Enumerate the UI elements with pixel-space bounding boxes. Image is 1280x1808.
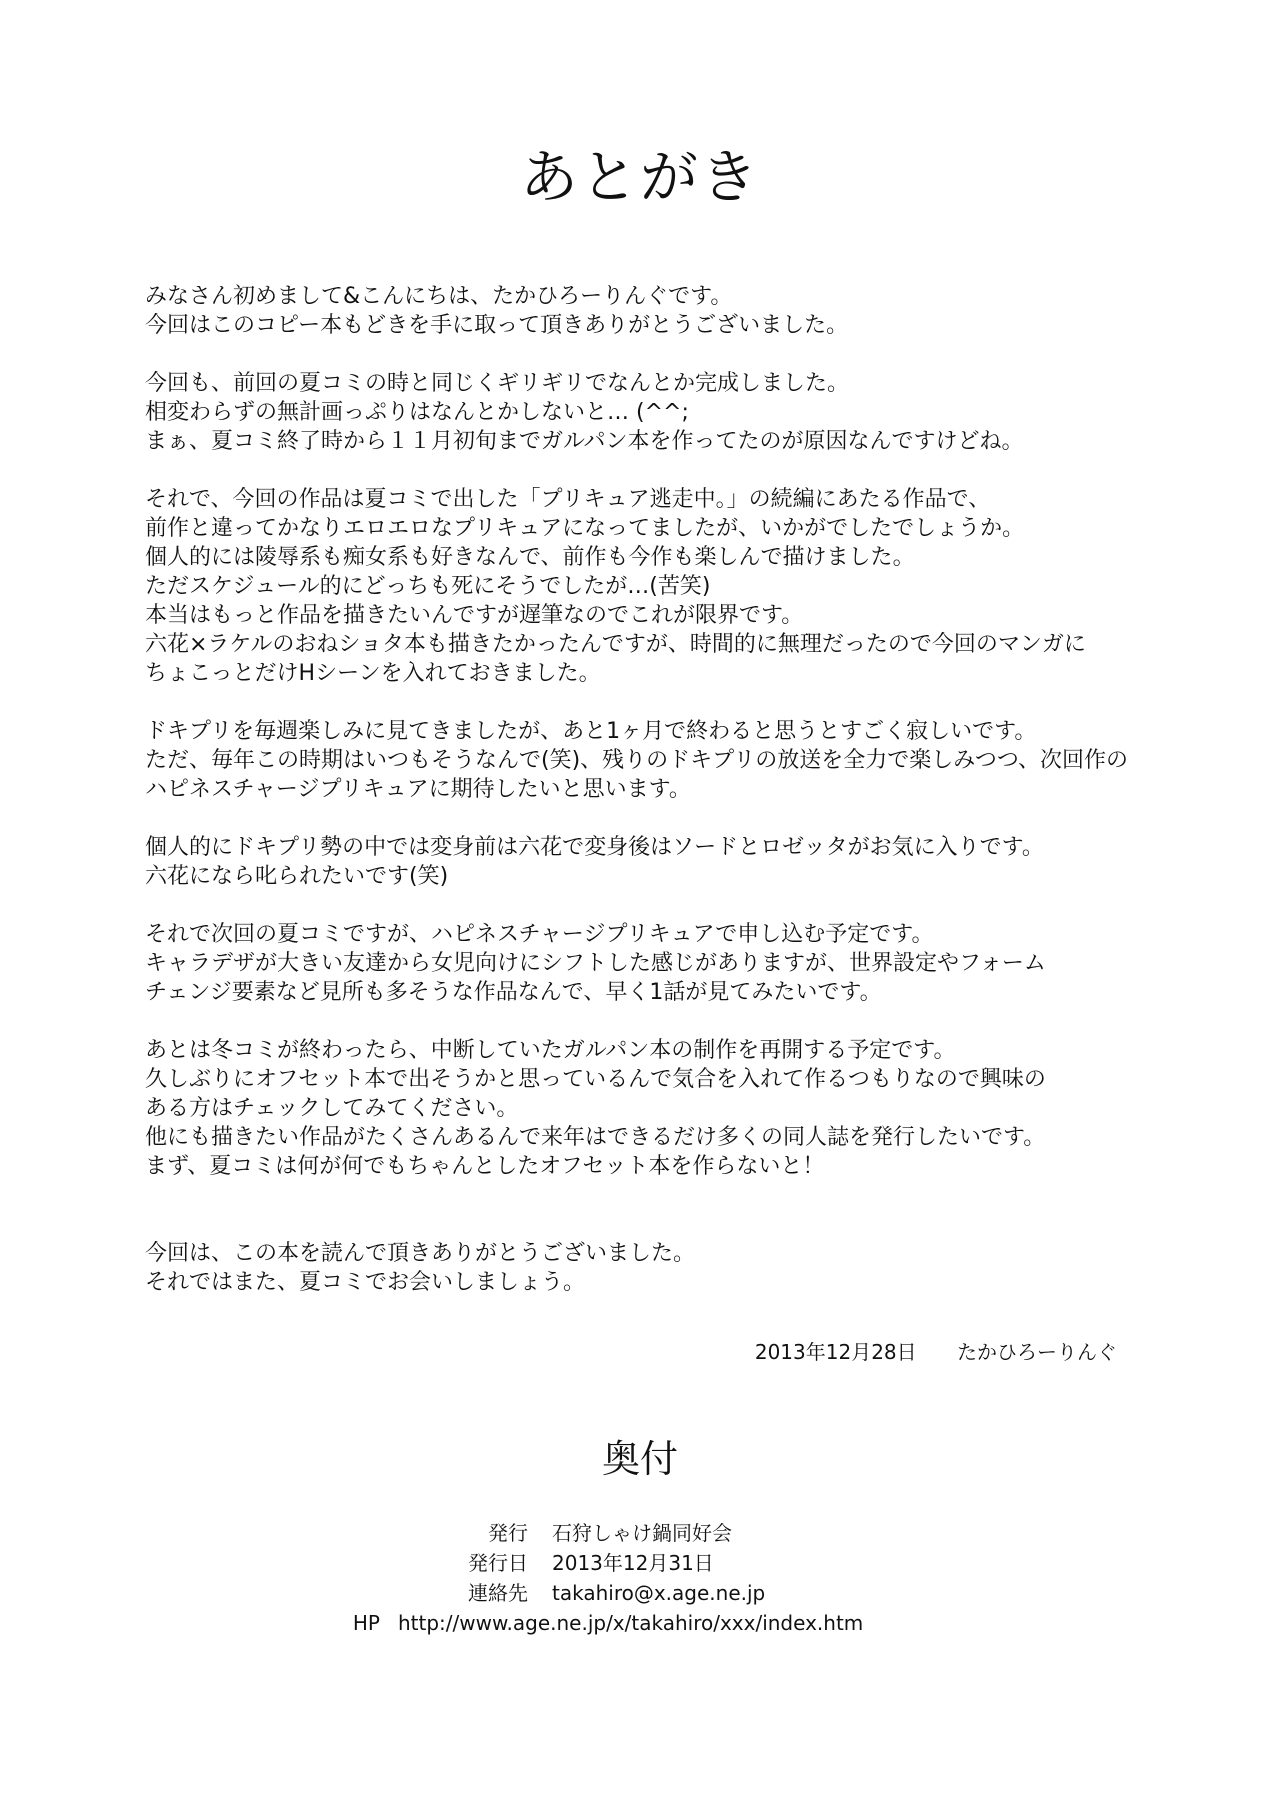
spacer [145, 1210, 1165, 1239]
text-line: みなさん初めまして&こんにちは、たかひろーりんぐです。 [145, 284, 733, 309]
text-line: 個人的には陵辱系も痴女系も好きなんで、前作も今作も楽しんで描けました。 [145, 545, 915, 570]
hp-value: http://www.age.ne.jp/x/takahiro/xxx/index.htm [398, 1611, 864, 1635]
text-line: それで、今回の作品は夏コミで出した「プリキュア逃走中。」の続編にあたる作品で、 [145, 487, 991, 512]
publisher-label: 発行 [488, 1521, 528, 1545]
paragraph-dokipuri [145, 717, 1165, 804]
colophon-publisher [0, 1518, 1280, 1548]
text-line: ただスケジュール的にどっちも死にそうでしたが…(苦笑) [145, 574, 711, 599]
text-line: ハピネスチャージプリキュアに期待したいと思います。 [145, 777, 691, 802]
text-line: 本当はもっと作品を描きたいんですが遅筆なのでこれが限界です。 [145, 603, 804, 628]
text-line: 六花になら叱られたいです(笑) [145, 864, 449, 889]
text-line: 久しぶりにオフセット本で出そうかと思っているんで気合を入れて作るつもりなので興味の [145, 1067, 1046, 1092]
colophon-contact [0, 1578, 1280, 1608]
text-line: チェンジ要素など見所も多そうな作品なんで、早く1話が見てみたいです。 [145, 980, 882, 1005]
date-value: 2013年12月31日 [552, 1551, 714, 1575]
date-label: 発行日 [468, 1551, 528, 1575]
paragraph-this-work [145, 485, 1165, 688]
paragraph-next-comiket [145, 920, 1165, 1007]
paragraph-favorites [145, 833, 1165, 891]
text-line: 今回は、この本を読んで頂きありがとうございました。 [145, 1241, 696, 1266]
colophon-title: 奥付 [601, 1437, 678, 1481]
text-line: ちょこっとだけHシーンを入れておきました。 [145, 661, 601, 686]
text-line: 今回はこのコピー本もどきを手に取って頂きありがとうございました。 [145, 313, 849, 338]
paragraph-completion [145, 369, 1165, 456]
text-line: 今回も、前回の夏コミの時と同じくギリギリでなんとか完成しました。 [145, 371, 850, 396]
publisher-value: 石狩しゃけ鍋同好会 [552, 1521, 732, 1545]
colophon [0, 1518, 1280, 1638]
text-line: それで次回の夏コミですが、ハピネスチャージプリキュアで申し込む予定です。 [145, 922, 934, 947]
page-title: あとがき [519, 143, 760, 211]
text-line: それではまた、夏コミでお会いしましょう。 [145, 1270, 586, 1295]
signature [0, 1338, 1117, 1367]
paragraph-greeting [145, 282, 1165, 340]
contact-label: 連絡先 [468, 1581, 528, 1605]
signature-name: たかひろーりんぐ [957, 1340, 1117, 1364]
text-line: あとは冬コミが終わったら、中断していたガルパン本の制作を再開する予定です。 [145, 1038, 956, 1063]
text-line: 個人的にドキプリ勢の中では変身前は六花で変身後はソードとロゼッタがお気に入りです。 [145, 835, 1044, 860]
text-line: ドキプリを毎週楽しみに見てきましたが、あと1ヶ月で終わると思うとすごく寂しいです。 [145, 719, 1037, 744]
paragraph-closing [145, 1239, 1165, 1297]
text-line: まぁ、夏コミ終了時から１１月初旬までガルパン本を作ってたのが原因なんですけどね。 [145, 429, 1024, 454]
text-line: 前作と違ってかなりエロエロなプリキュアになってましたが、いかがでしたでしょうか。 [145, 516, 1025, 541]
text-line: まず、夏コミは何が何でもちゃんとしたオフセット本を作らないと！ [145, 1154, 825, 1179]
text-line: ただ、毎年この時期はいつもそうなんで(笑)、残りのドキプリの放送を全力で楽しみつつ、次回作の [145, 748, 1128, 773]
signature-date: 2013年12月28日 [754, 1340, 917, 1364]
colophon-hp [0, 1608, 1280, 1638]
text-line: 六花×ラケルのおねショタ本も描きたかったんですが、時間的に無理だったので今回のマンガに [145, 632, 1086, 657]
text-line: 相変わらずの無計画っぷりはなんとかしないと… (^^; [145, 400, 689, 425]
hp-label: HP [352, 1611, 380, 1635]
paragraph-plans [145, 1036, 1165, 1181]
text-line: キャラデザが大きい友達から女児向けにシフトした感じがありますが、世界設定やフォーム [145, 951, 1046, 976]
text-line: ある方はチェックしてみてください。 [145, 1096, 519, 1121]
colophon-date [0, 1548, 1280, 1578]
afterword-body [145, 282, 1165, 1326]
contact-value: takahiro@x.age.ne.jp [552, 1581, 766, 1605]
text-line: 他にも描きたい作品がたくさんあるんで来年はできるだけ多くの同人誌を発行したいです。 [145, 1125, 1046, 1150]
